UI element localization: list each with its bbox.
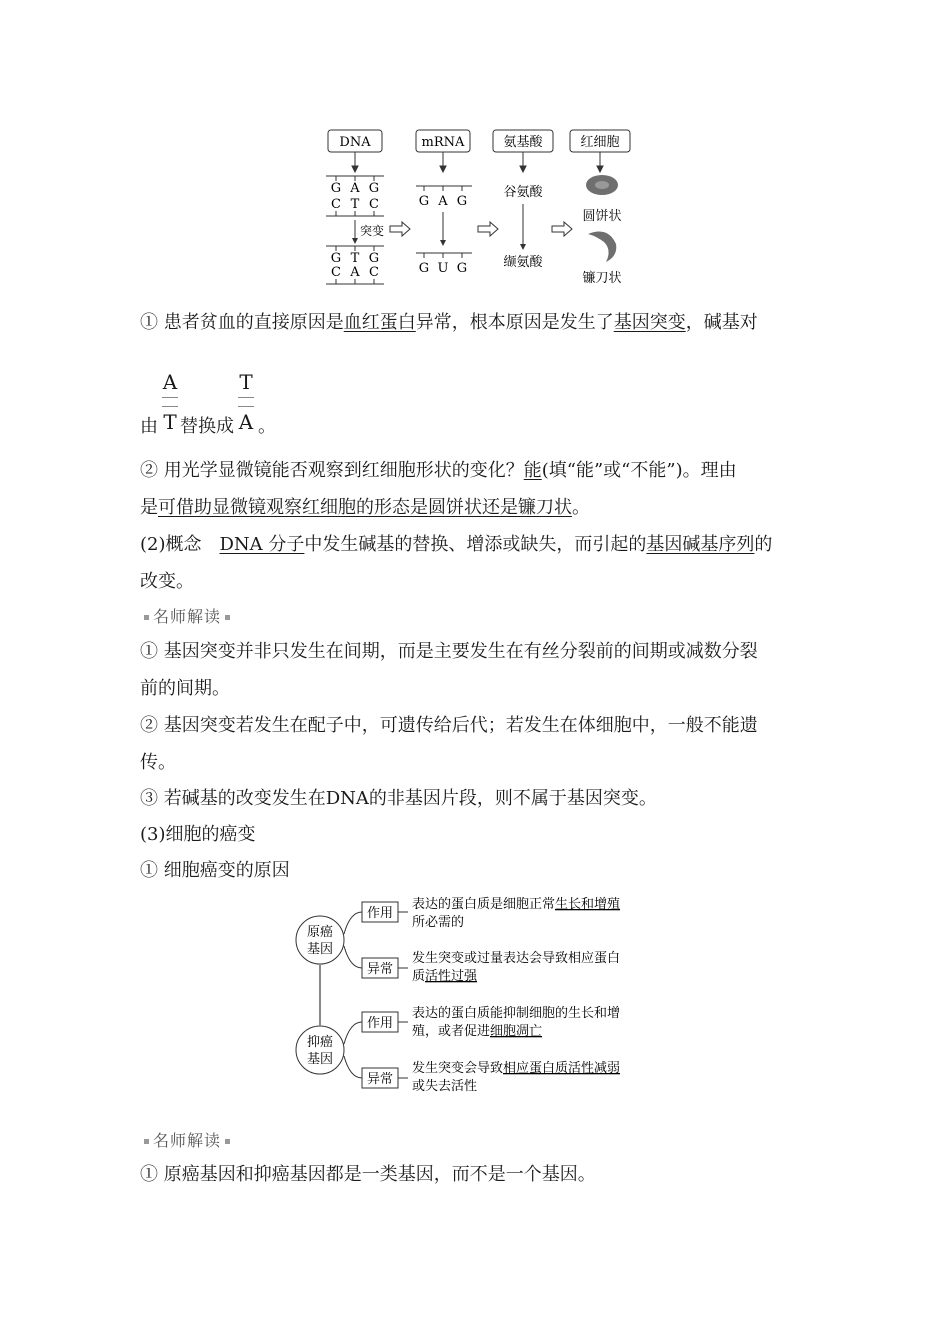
gene2-line1: 抑癌 [306,1035,334,1050]
gene1-line1: 原癌 [306,925,334,940]
t2u: 活性过强 [425,969,478,984]
section-header-2: 名师解读 [140,1128,234,1151]
answer-reason: 可借助显微镜观察红细胞的形态是圆饼状还是镰刀状 [158,497,572,518]
gene2-line2: 基因 [306,1052,334,1067]
section-header-1: 名师解读 [140,604,234,627]
box-mrna: mRNA [421,135,465,150]
amino-acid-bot: 缬氨酸 [503,255,543,270]
amino-acid-top: 谷氨酸 [503,185,543,200]
t1u: 生长和增殖 [555,897,621,912]
para2-line2: 是可借助显微镜观察红细胞的形态是圆饼状还是镰刀状。 [140,497,590,518]
role-label-2: 作用 [366,1016,394,1031]
answer-hemoglobin: 血红蛋白 [343,312,416,333]
dna-top2-1: C [331,197,341,212]
gene1-line2: 基因 [306,942,334,957]
t4a: 发生突变会导致 [412,1061,504,1076]
box-dna: DNA [339,135,371,150]
dna-top-3: G [368,181,380,196]
dna-bot-3: G [368,251,380,266]
answer-dna: DNA 分子 [219,534,305,555]
mrna-bot-1: G [418,261,430,276]
dna-top2-3: C [369,197,379,212]
abnormal-label-1: 异常 [366,962,394,977]
mrna-top-1: G [418,194,430,209]
para1-you: 由 [140,416,158,437]
heading-cancer-cause: ① 细胞癌变的原因 [140,860,290,881]
para3-line2: 改变。 [140,571,194,592]
t1b: 所必需的 [412,915,465,930]
note1-3: ③ 若碱基的改变发生在DNA的非基因片段，则不属于基因突变。 [140,788,657,809]
mrna-bot-3: G [456,261,468,276]
note1-1b: 前的间期。 [140,678,230,699]
dna-top-2: A [350,181,360,196]
svg-text:表达的蛋白质是细胞正常生长和增殖 [412,896,620,912]
dna-bot2-3: C [369,265,379,280]
answer-sequence: 基因碱基序列 [646,534,755,555]
svg-text:殖，或者促进细胞凋亡 [412,1023,542,1039]
t2a: 发生突变或过量表达会导致相应蛋白 [412,951,621,966]
dna-bot2-2: A [350,265,360,280]
base-pair-2: T A [238,370,254,434]
mrna-bot-2: U [437,261,449,276]
t2b: 质 [412,969,426,984]
mrna-top-2: A [438,194,448,209]
gene-mutation-diagram [320,126,640,292]
para1-end: 。 [258,416,276,437]
box-red-cell: 红细胞 [580,135,620,150]
para1-line1: ① 患者贫血的直接原因是血红蛋白异常，根本原因是发生了基因突变，碱基对 [140,312,758,333]
para1-mid: 替换成 [180,416,234,437]
answer-mutation: 基因突变 [613,312,686,333]
t1a: 表达的蛋白质是细胞正常 [412,897,556,912]
cell-top-label: 圆饼状 [582,209,622,224]
box-amino-acid: 氨基酸 [503,135,543,150]
mrna-top-3: G [456,194,468,209]
answer-can: 能 [523,460,542,481]
dna-top-1: G [330,181,342,196]
oncogene-diagram [292,890,672,1100]
abnormal-label-2: 异常 [366,1072,394,1087]
role-label-1: 作用 [366,906,394,921]
t4u: 相应蛋白质活性减弱 [503,1061,621,1076]
note1-2a: ② 基因突变若发生在配子中，可遗传给后代；若发生在体细胞中，一般不能遗 [140,715,758,736]
para2-line1: ② 用光学显微镜能否观察到红细胞形状的变化？能(填“能”或“不能”)。理由 [140,460,737,481]
t3a: 表达的蛋白质能抑制细胞的生长和增 [412,1006,621,1021]
sickle-cell-icon [588,232,616,262]
dna-bot-2: T [350,251,360,266]
note1-1a: ① 基因突变并非只发生在间期，而是主要发生在有丝分裂前的间期或减数分裂 [140,641,758,662]
dna-top2-2: T [350,197,360,212]
t4b: 或失去活性 [412,1079,478,1094]
mutation-label: 突变 [360,224,385,238]
t3u: 细胞凋亡 [490,1024,543,1039]
svg-text:质活性过强 [412,968,478,984]
t3b: 殖，或者促进 [412,1024,491,1039]
cell-bot-label: 镰刀状 [582,271,622,286]
para3-line1: (2)概念 DNA 分子中发生碱基的替换、增添或缺失，而引起的基因碱基序列的 [140,534,773,555]
dna-bot-1: G [330,251,342,266]
note2-1: ① 原癌基因和抑癌基因都是一类基因，而不是一个基因。 [140,1164,596,1185]
svg-text:发生突变会导致相应蛋白质活性减弱 [412,1060,620,1076]
base-pair-1: A T [162,370,178,434]
note1-2b: 传。 [140,752,176,773]
heading-cancer: (3)细胞的癌变 [140,824,256,845]
dna-bot2-1: C [331,265,341,280]
